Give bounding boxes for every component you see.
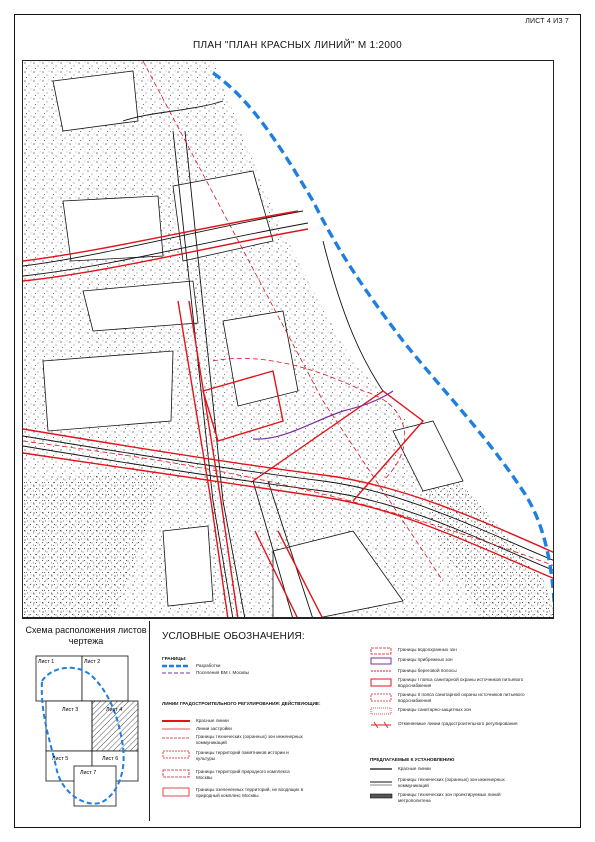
legend-boundary-1: Поселения ВМ г. Москвы (196, 670, 249, 675)
legend-right-4: Границы II пояса санитарной охраны источников питьевого водоснабжения (398, 692, 525, 703)
legend-symbols-right (370, 647, 394, 747)
legend-line-3: Границы территорий памятников истории и культуры (196, 750, 289, 761)
legend-right-2: Границы береговой полосы (398, 668, 457, 673)
scheme-label-7: Лист 7 (80, 770, 97, 776)
legend-boundaries-heading: ГРАНИЦЫ: (162, 656, 187, 661)
legend (150, 621, 554, 821)
map-title: ПЛАН "ПЛАН КРАСНЫХ ЛИНИЙ" М 1:2000 (193, 40, 402, 51)
legend-boundary-0: Разработки (196, 663, 221, 668)
legend-right-3: Границы I пояса санитарной охраны источников питьевого водоснабжения (398, 677, 524, 688)
scheme-label-6: Лист 6 (102, 756, 119, 762)
legend-proposed-1: Границы технических (охранных) зон инженерных коммуникаций (398, 777, 505, 788)
sheet-number: ЛИСТ 4 ИЗ 7 (525, 18, 569, 25)
legend-line-4: Границы территорий природного комплекса Москвы (196, 769, 290, 780)
legend-lines-heading: ЛИНИИ ГРАДОСТРОИТЕЛЬНОГО РЕГУЛИРОВАНИЯ: ДЕЙСТВУЮЩИЕ: (162, 701, 321, 706)
legend-symbols-lines (162, 718, 192, 808)
legend-line-5: Границы озелененных территорий, не входящих в природный комплекс Москвы (196, 787, 304, 798)
legend-line-1: Линии застройки (196, 726, 232, 731)
legend-symbols-boundaries (162, 663, 192, 677)
scheme-label-4: Лист 4 (106, 707, 123, 713)
legend-proposed-0: Красные линии (398, 766, 431, 771)
sheet-layout-scheme (22, 621, 150, 821)
legend-separator (22, 618, 554, 619)
legend-line-0: Красные линии (196, 718, 229, 723)
legend-right-6: Отменяемые линии градостроительного регулирования (398, 721, 518, 726)
scheme-drawing (22, 621, 150, 821)
legend-right-1: Границы прибрежных зон (398, 657, 453, 662)
scheme-label-5: Лист 5 (52, 756, 69, 762)
scheme-label-2: Лист 2 (84, 659, 101, 665)
map-area[interactable] (22, 60, 554, 618)
legend-proposed-2: Границы технических зон проектируемых линий метрополитена (398, 792, 501, 803)
scheme-label-1: Лист 1 (38, 659, 55, 665)
scheme-title: Схема расположения листов чертежа (25, 625, 147, 646)
legend-symbols-proposed (370, 766, 394, 806)
legend-right-5: Границы санитарно-защитных зон (398, 707, 472, 712)
legend-line-2: Границы технических (охранных) зон инженерных коммуникаций (196, 734, 303, 745)
legend-title: УСЛОВНЫЕ ОБОЗНАЧЕНИЯ: (162, 631, 305, 642)
legend-proposed-heading: ПРЕДЛАГАЕМЫЕ К УСТАНОВЛЕНИЮ (370, 757, 455, 762)
legend-right-0: Границы водоохранных зон (398, 647, 457, 652)
scheme-label-3: Лист 3 (62, 707, 79, 713)
map-drawing (23, 61, 554, 618)
